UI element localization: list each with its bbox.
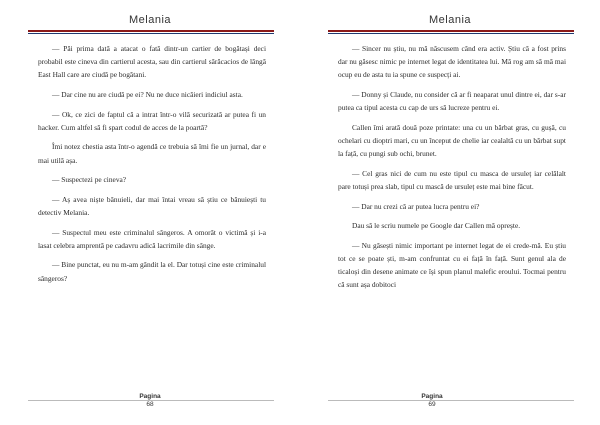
paragraph: — Dar cine nu are ciudă pe ei? Nu ne duce nicăieri indiciul asta. — [52, 90, 243, 99]
paragraph: — Cel gras nici de cum nu este tipul cu masca de ursuleț iar celălalt pare totuși prea slab, tipul cu mască de ursuleț este mai bine făcut. — [338, 168, 566, 191]
page-number: 68 — [146, 401, 154, 408]
paragraph: — Sincer nu știu, nu mă născusem când era activ. Știu că a fost prins dar nu găsesc nimic pe internet legat de identitatea lui. Mă rog am să mă mai ocup eu de asta tu ia spune ce suspecți ai. — [338, 44, 566, 80]
page-header: Melania — [128, 14, 172, 26]
right-page — [300, 0, 600, 425]
page-footer — [0, 393, 300, 409]
footer-label: Pagina — [421, 393, 443, 400]
footer-label: Pagina — [139, 393, 161, 400]
paragraph: Callen îmi arată două poze printate: una cu un bărbat gras, cu gușă, cu ochelari cu dioptri mari, cu un început de chelie iar cealaltă cu un bărbat supt la față, cu pungi sub ochi, brunet. — [338, 122, 566, 159]
page-body — [338, 42, 566, 298]
page-footer — [282, 393, 582, 409]
paragraph: — Bine punctat, eu nu m-am gândit la el. Dar totuși cine este criminalul sângeros? — [38, 260, 266, 283]
paragraph: Îmi notez chestia asta într-o agendă ce trebuia să îmi fie un jurnal, dar e mai utilă așa. — [38, 142, 266, 165]
paragraph: — Donny și Claude, nu consider că ar fi neaparat unul dintre ei, dar s-ar putea ca tipul acesta cu cap de urs să lucreze pentru ei. — [338, 90, 566, 113]
header-rule — [28, 30, 274, 36]
paragraph: — Aș avea niște bănuieli, dar mai întai vreau să știu ce bănuiești tu detectiv Melania. — [38, 194, 266, 217]
paragraph: — Păi prima dată a atacat o fată dintr-un cartier de bogătași deci probabil este cineva din cartierul acesta, sau din cartierul sărăcacios de lângă East Hall care are ciudă pe bogătani. — [38, 44, 266, 80]
paragraph: — Dar nu crezi că ar putea lucra pentru ei? — [352, 201, 480, 211]
header-rule — [328, 30, 574, 36]
paragraph: Dau să le scriu numele pe Google dar Callen mă oprește. — [352, 221, 521, 231]
paragraph: — Nu găsești nimic important pe internet legat de ei crede-mă. Eu știu tot ce se poate ști, m-am confruntat cu ei față în față. Sunt genul ala de ticaloși din desene animate ce își spun planul malefic eroului. Tocmai pentru că sunt așa dobitoci — [338, 240, 566, 290]
page-header: Melania — [428, 14, 472, 26]
paragraph: — Suspectul meu este criminalul sângeros. A omorât o victimă și i-a lasat celebra amprentă pe cadavru adică lacrimile din sânge. — [38, 227, 266, 250]
page-body — [38, 42, 266, 291]
paragraph: — Suspectezi pe cineva? — [52, 175, 127, 185]
paragraph: — Ok, ce zici de faptul că a intrat într-o vilă securizată ar putea fi un hacker. Cum altfel să fi spart codul de acces de la poartă? — [38, 109, 266, 132]
page-number: 69 — [428, 401, 436, 408]
